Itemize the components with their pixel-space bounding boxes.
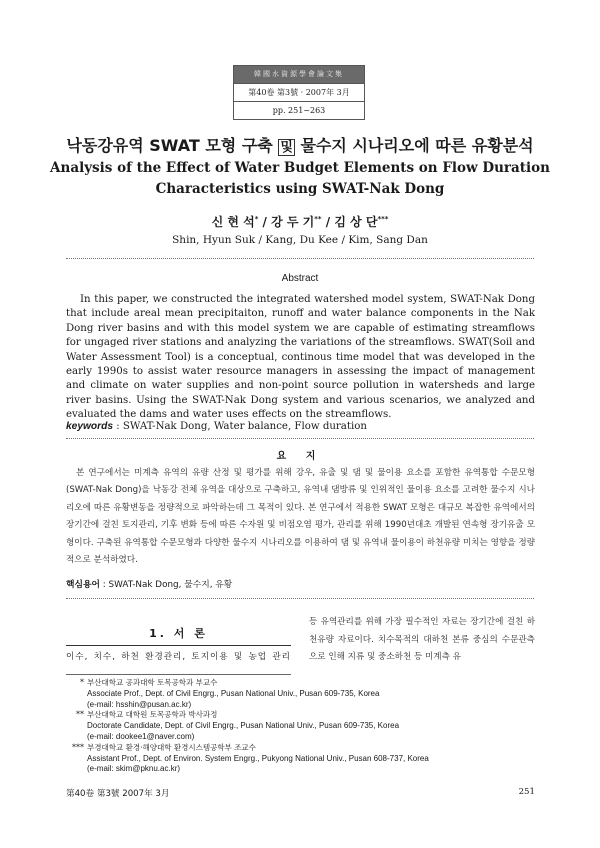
footnote-email: (e-mail: skim@pknu.ac.kr) [87,764,181,774]
divider-top [66,258,534,259]
column2-text: 등 유역관리를 위해 가장 필수적인 자료는 장기간에 걸친 하천유량 자료이다. 치수목적의 대하천 본류 중심의 수문관측으로 인해 지류 및 중소하천 등 미계측 유 [309,617,535,663]
abstract-text: In this paper, we constructed the integrated watershed model system, SWAT-Nak Dong that include areal mean precipitaiton, runoff and water balance components in the Nak Dong river basins and with this model system we are capable of estimating streamflows for ungaged river stations and analyzing the variations of the streamflows. SWAT(Soil and Water Assessment Tool) is a conceptual, continous time model that was developed in the early 1990s to assist water resource managers in assessing the impact of management and climate on water supplies and non-point source pollution in watersheds and large river basins. Using the SWAT-Nak Dong system and various scenarios, we analyzed and evaluated the dams and water uses effects on the streamflows. [66,294,535,421]
english-title-line1: Analysis of the Effect of Water Budget Elements on Flow Duration [50,160,550,176]
footnote-rule [66,674,291,675]
footnote-affiliation-ko: 부경대학교 환경·해양대학 환경시스템공학부 조교수 [87,742,256,752]
footer-journal-issue: 第40卷 第3號 2007年 3月 [66,789,170,799]
journal-volume-issue: 第40卷 第3號 · 2007年 3月 [234,84,364,102]
footnote-affiliation-en: Doctorate Candidate, Dept. of Civil Engrg., Pusan National Univ., Pusan 609-735, Korea [87,721,400,731]
korean-title-part1: 낙동강유역 SWAT 모형 구축 [66,136,279,155]
abstract-heading: Abstract [281,273,319,284]
keywords [66,421,535,432]
authors-english: Shin, Hyun Suk / Kang, Du Kee / Kim, Sang Dan [172,234,428,246]
footnote-mark: * [80,678,84,687]
keywords-text: : SWAT-Nak Dong, Water balance, Flow duration [113,421,367,432]
footnote-2 [66,710,535,742]
footnote-email: (e-mail: dookee1@naver.com) [87,731,195,741]
authors-korean [0,213,600,230]
english-title-line2: Characteristics using SWAT-Nak Dong [155,181,445,197]
author1-mark: * [254,215,259,223]
section1-first-line: 이수, 치수, 하천 환경관리, 토지이용 및 농업 관리 [66,652,291,662]
korean-title-and: 및 [280,140,293,155]
author2-mark: ** [314,215,322,223]
footnote-affiliation-en: Assistant Prof., Dept. of Environ. System Engrg., Pukyong National Univ., Pusan 608-737, Korea [87,753,429,763]
footnote-affiliation-ko: 부산대학교 대학원 토목공학과 박사과정 [87,710,218,720]
core-keywords-label: 핵심용어 [66,580,100,590]
core-keywords [66,577,535,590]
journal-pages: pp. 251~263 [272,106,326,115]
page-number: 251 [518,787,535,797]
author3-ko: / 김 상 단 [321,215,378,229]
author3-mark: *** [377,215,389,223]
footnotes [66,678,535,775]
footnote-email: (e-mail: hsshin@pusan.ac.kr) [87,699,192,709]
journal-header-box [233,65,365,120]
footnote-3 [66,743,535,775]
section1-heading: 1. 서 론 [149,627,208,640]
footnote-affiliation-ko: 부산대학교 공과대학 토목공학과 부교수 [87,678,218,687]
footnote-affiliation-en: Associate Prof., Dept. of Civil Engrg., Pusan National Univ., Pusan 609-735, Korea [87,688,380,698]
footnote-mark: ** [76,710,84,720]
english-title [0,158,600,200]
journal-name: 韓國水資源學會論文集 [234,66,364,84]
divider-middle [66,438,534,439]
korean-abstract-heading: 요 지 [276,451,324,462]
keywords-label: keywords [66,421,113,432]
core-keywords-text: : SWAT-Nak Dong, 물수지, 유황 [100,580,233,590]
korean-abstract-text: 본 연구에서는 미계측 유역의 유량 산정 및 평가를 위해 강우, 유출 및 댐 및 물이용 요소를 포함한 유역통합 수문모형(SWAT-Nak Dong)을 낙동강 전체 유역을 대상으로 구축하고, 유역내 댐방류 및 인위적인 물이용 요소를 고려한 물수지 시나리오에 따른 유황변동을 정량적으로 파악하는데 그 목적이 있다. 본 연구에서 적용한 SWAT 모형은 대규모 복잡한 유역에서의 장기간에 걸친 토지관리, 기후 변화 등에 따른 수자원 및 비점오염 평가, 관리를 위해 1990년대초 개발된 연속형 장기유출 모형이다. 구축된 유역통합 수문모형과 다양한 물수지 시나리오를 이용하여 댐 및 유역내 물이용이 하천유량 미치는 영향을 정량적으로 분석하였다. [66,468,535,566]
korean-title-part2: 물수지 시나리오에 따른 유황분석 [294,136,534,155]
section1-rule [66,645,291,646]
footnote-1 [66,678,535,710]
korean-title [0,133,600,156]
footnote-mark: *** [72,742,84,752]
author2-ko: / 강 두 기 [258,215,315,229]
author1-ko: 신 현 석 [211,215,255,229]
divider-bottom [66,598,534,599]
